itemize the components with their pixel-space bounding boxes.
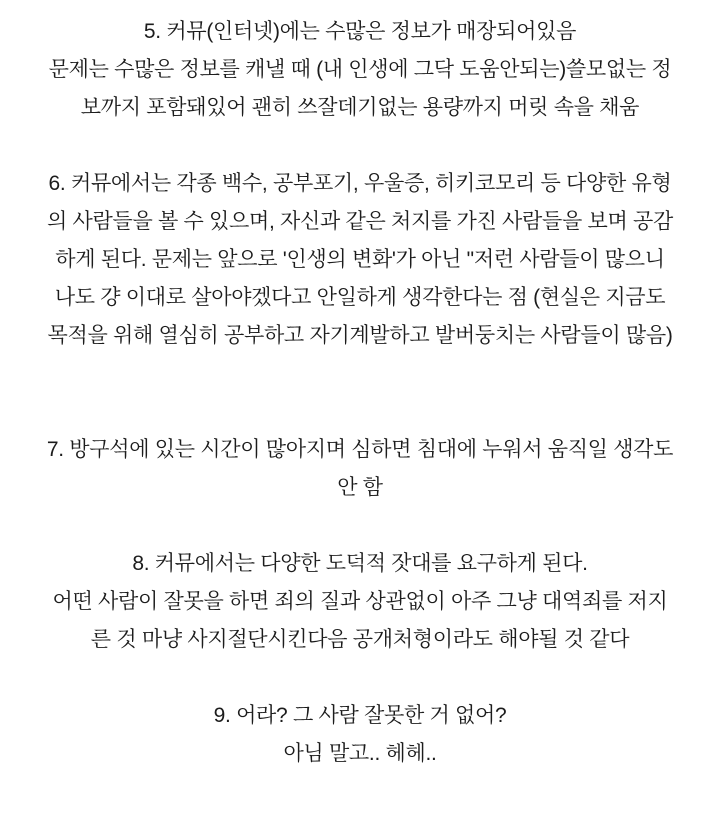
paragraph-item-8 <box>0 545 720 659</box>
text-line: 의 사람들을 볼 수 있으며, 자신과 같은 처지를 가진 사람들을 보며 공감 <box>46 210 674 233</box>
text-line: 보까지 포함돼있어 괜히 쓰잘데기없는 용량까지 머릿 속을 채움 <box>80 96 640 119</box>
paragraph-item-9 <box>0 697 720 773</box>
text-line: 7. 방구석에 있는 시간이 많아지며 심하면 침대에 누워서 움직일 생각도 <box>46 438 674 461</box>
text-line: 하게 된다. 문제는 앞으로 '인생의 변화'가 아닌 "저런 사람들이 많으니 <box>55 248 665 271</box>
text-line: 9. 어라? 그 사람 잘못한 거 없어? <box>213 704 507 727</box>
paragraph-item-5 <box>0 13 720 127</box>
text-line: 안 함 <box>337 476 383 499</box>
text-line: 어떤 사람이 잘못을 하면 죄의 질과 상관없이 아주 그냥 대역죄를 저지 <box>52 590 668 613</box>
text-line: 문제는 수많은 정보를 캐낼 때 (내 인생에 그닥 도움안되는)쓸모없는 정 <box>48 58 672 81</box>
paragraph-item-6 <box>0 165 720 355</box>
paragraph-item-7 <box>0 431 720 507</box>
text-line: 6. 커뮤에서는 각종 백수, 공부포기, 우울증, 히키코모리 등 다양한 유형 <box>48 172 672 195</box>
text-line: 아님 말고.. 헤헤.. <box>283 742 437 765</box>
text-line: 8. 커뮤에서는 다양한 도덕적 잣대를 요구하게 된다. <box>132 552 588 575</box>
text-line: 나도 걍 이대로 살아야겠다고 안일하게 생각한다는 점 (현실은 지금도 <box>54 286 666 309</box>
text-line: 목적을 위해 열심히 공부하고 자기계발하고 발버둥치는 사람들이 많음) <box>47 324 673 347</box>
text-line: 5. 커뮤(인터넷)에는 수많은 정보가 매장되어있음 <box>143 20 577 43</box>
text-line: 른 것 마냥 사지절단시킨다음 공개처형이라도 해야될 것 같다 <box>90 628 630 651</box>
